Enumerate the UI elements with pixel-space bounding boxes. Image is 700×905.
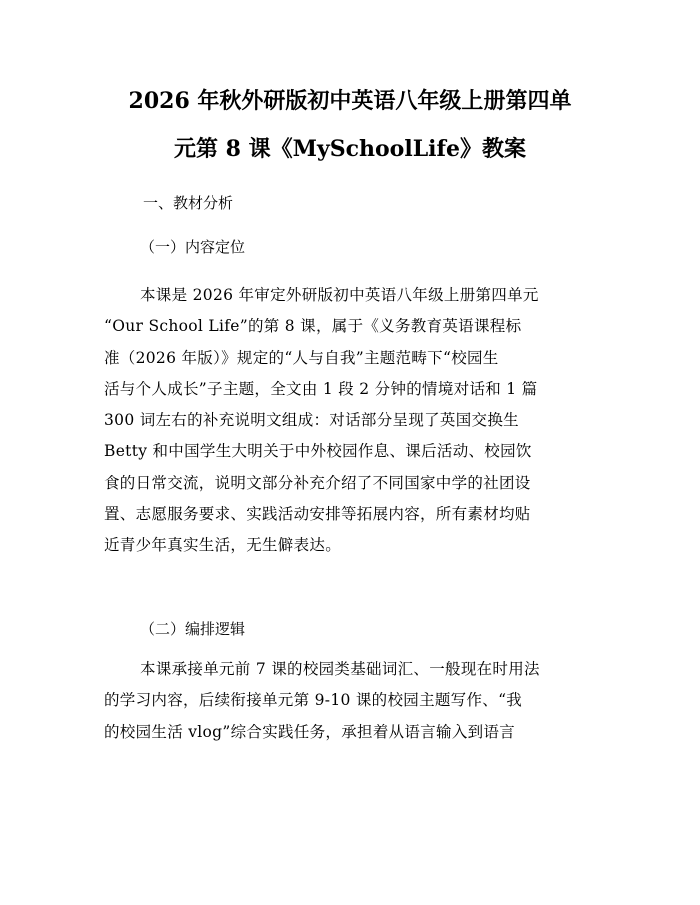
paragraph-content-positioning [104,280,604,562]
subsection-heading-content-positioning: （一）内容定位 [140,238,246,256]
paragraph-line: 的校园生活 vlog”综合实践任务，承担着从语言输入到语言 [104,722,516,741]
paragraph-line: “Our School Life”的第 8 课，属于《义务教育英语课程标 [104,317,522,336]
paragraph-arrangement-logic [104,654,604,748]
document-title-line-1: 2026 年秋外研版初中英语八年级上册第四单 [128,88,572,114]
paragraph-line: Betty 和中国学生大明关于中外校园作息、课后活动、校园饮 [104,442,532,461]
paragraph-line: 置、志愿服务要求、实践活动安排等拓展内容，所有素材均贴 [104,505,531,524]
paragraph-line: 300 词左右的补充说明文组成：对话部分呈现了英国交换生 [104,411,519,430]
paragraph-line: 食的日常交流，说明文部分补充介绍了不同国家中学的社团设 [104,473,531,492]
paragraph-line: 本课承接单元前 7 课的校园类基础词汇、一般现在时用法 [140,660,540,678]
paragraph-line: 活与个人成长”子主题，全文由 1 段 2 分钟的情境对话和 1 篇 [104,379,538,398]
document-title-line-2: 元第 8 课《MySchoolLife》教案 [173,136,527,162]
paragraph-line: 本课是 2026 年审定外研版初中英语八年级上册第四单元 [140,286,539,304]
paragraph-line: 近青少年真实生活，无生僻表达。 [104,536,342,555]
subsection-heading-arrangement-logic: （二）编排逻辑 [140,620,246,638]
section-heading-textbook-analysis: 一、教材分析 [143,194,234,212]
paragraph-line: 准（2026 年版）》规定的“人与自我”主题范畴下“校园生 [104,348,499,367]
paragraph-line: 的学习内容，后续衔接单元第 9-10 课的校园主题写作、“我 [104,691,523,710]
